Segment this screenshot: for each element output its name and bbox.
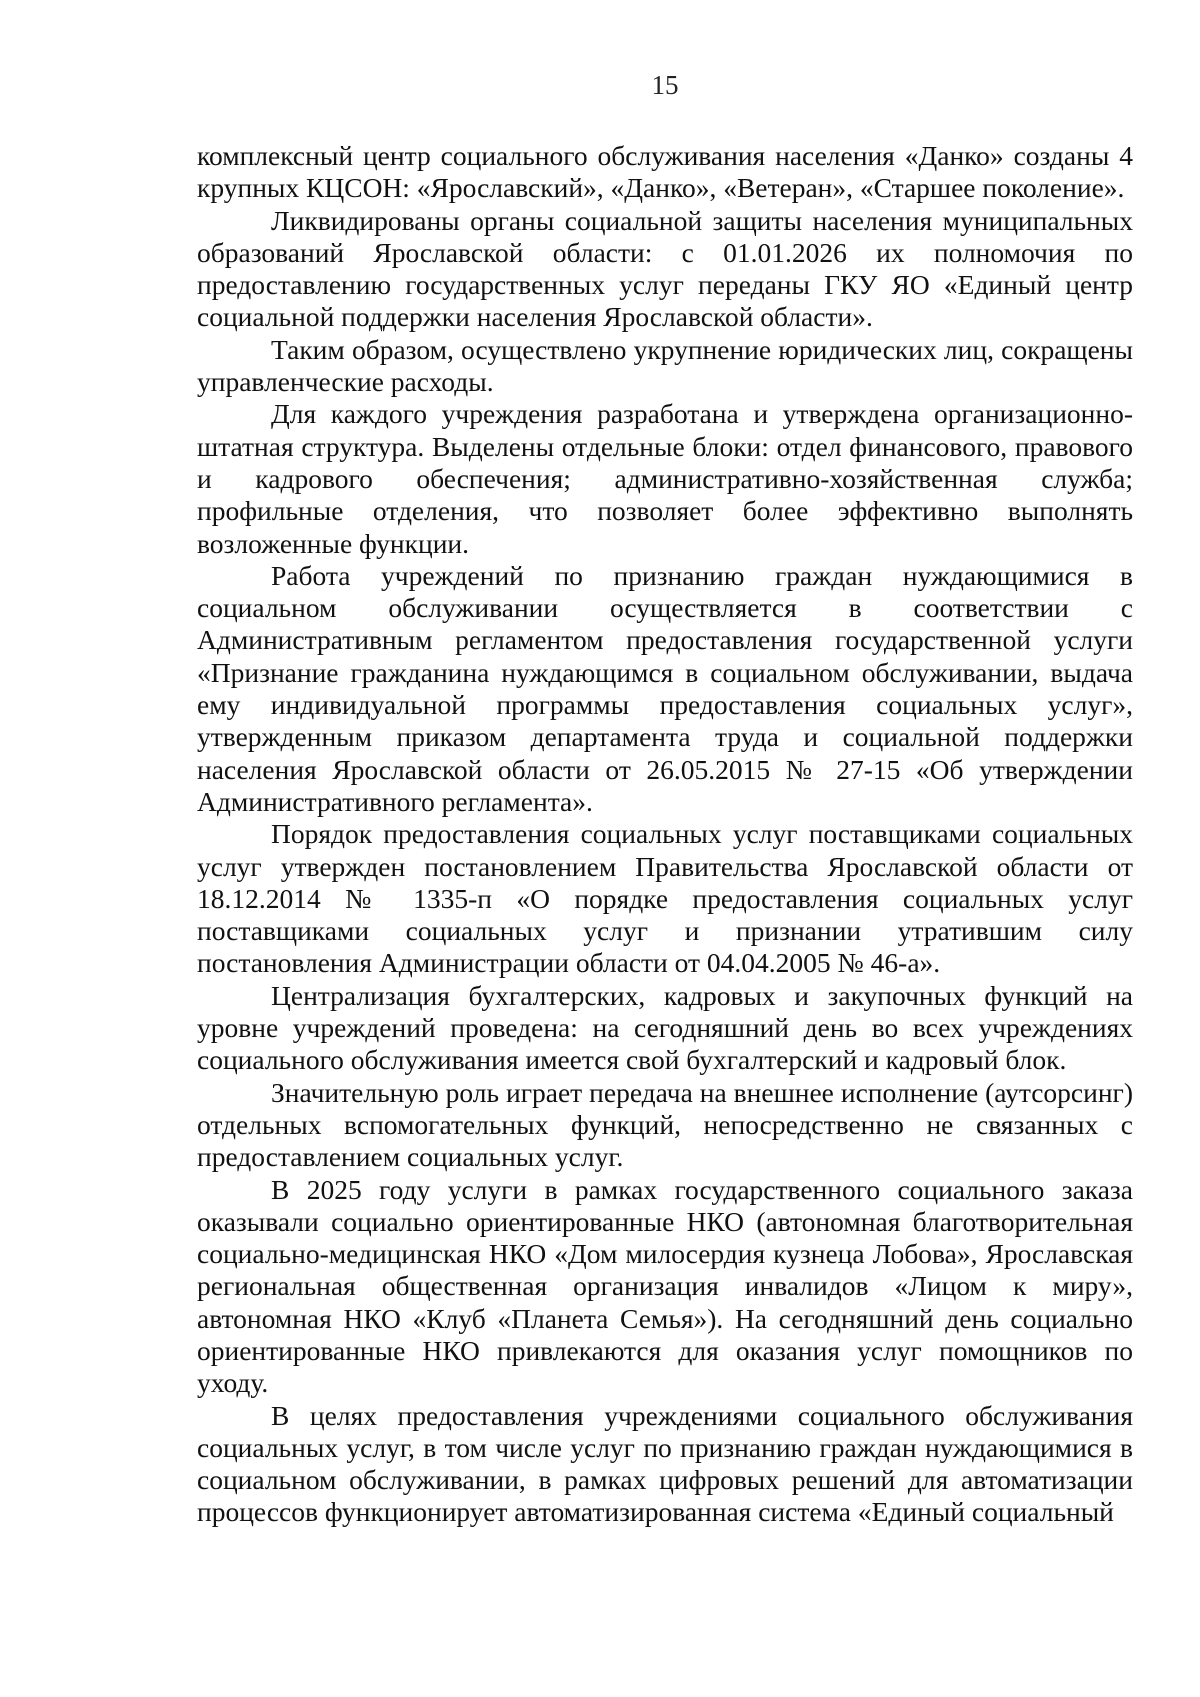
paragraph: Для каждого учреждения разработана и утверждена организационно-штатная структура. Выделены отдельные блоки: отдел финансового, правового и кадрового обеспечения; административно-хозяйственная служба; профильные отделения, что позволяет более эффективно выполнять возложенные функции. xyxy=(197,398,1133,559)
page-number: 15 xyxy=(651,70,679,100)
paragraph: Значительную роль играет передача на внешнее исполнение (аутсорсинг) отдельных вспомогательных функций, непосредственно не связанных с предоставлением социальных услуг. xyxy=(197,1076,1133,1173)
paragraph: В 2025 году услуги в рамках государственного социального заказа оказывали социально ориентированные НКО (автономная благотворительная социально-медицинская НКО «Дом милосердия кузнеца Лобова», Ярославская региональная общественная организация инвалидов «Лицом к миру», автономная НКО «Клуб «Планета Семья»). На сегодняшний день социально ориентированные НКО привлекаются для оказания услуг помощников по уходу. xyxy=(197,1173,1133,1399)
paragraph: комплексный центр социального обслуживания населения «Данко» созданы 4 крупных КЦСОН: «Ярославский», «Данко», «Ветеран», «Старшее поколение». xyxy=(197,140,1133,204)
paragraph: Ликвидированы органы социальной защиты населения муниципальных образований Ярославской области: с 01.01.2026 их полномочия по предоставлению государственных услуг переданы ГКУ ЯО «Единый центр социальной поддержки населения Ярославской области». xyxy=(197,204,1133,333)
paragraph: Порядок предоставления социальных услуг поставщиками социальных услуг утвержден постановлением Правительства Ярославской области от 18.12.2014 № 1335-п «О порядке предоставления социальных услуг поставщиками социальных услуг и признании утратившим силу постановления Администрации области от 04.04.2005 № 46-а». xyxy=(197,818,1133,979)
paragraph: Таким образом, осуществлено укрупнение юридических лиц, сокращены управленческие расходы. xyxy=(197,333,1133,398)
document-body xyxy=(197,140,1133,1529)
paragraph: В целях предоставления учреждениями социального обслуживания социальных услуг, в том числе услуг по признанию граждан нуждающимися в социальном обслуживании, в рамках цифровых решений для автоматизации процессов функционирует автоматизированная система «Единый социальный xyxy=(197,1399,1133,1528)
paragraph: Работа учреждений по признанию граждан нуждающимися в социальном обслуживании осуществляется в соответствии с Административным регламентом предоставления государственной услуги «Признание гражданина нуждающимся в социальном обслуживании, выдача ему индивидуальной программы предоставления социальных услуг», утвержденным приказом департамента труда и социальной поддержки населения Ярославской области от 26.05.2015 № 27-15 «Об утверждении Административного регламента». xyxy=(197,559,1133,817)
paragraph: Централизация бухгалтерских, кадровых и закупочных функций на уровне учреждений проведена: на сегодняшний день во всех учреждениях социального обслуживания имеется свой бухгалтерский и кадровый блок. xyxy=(197,979,1133,1076)
